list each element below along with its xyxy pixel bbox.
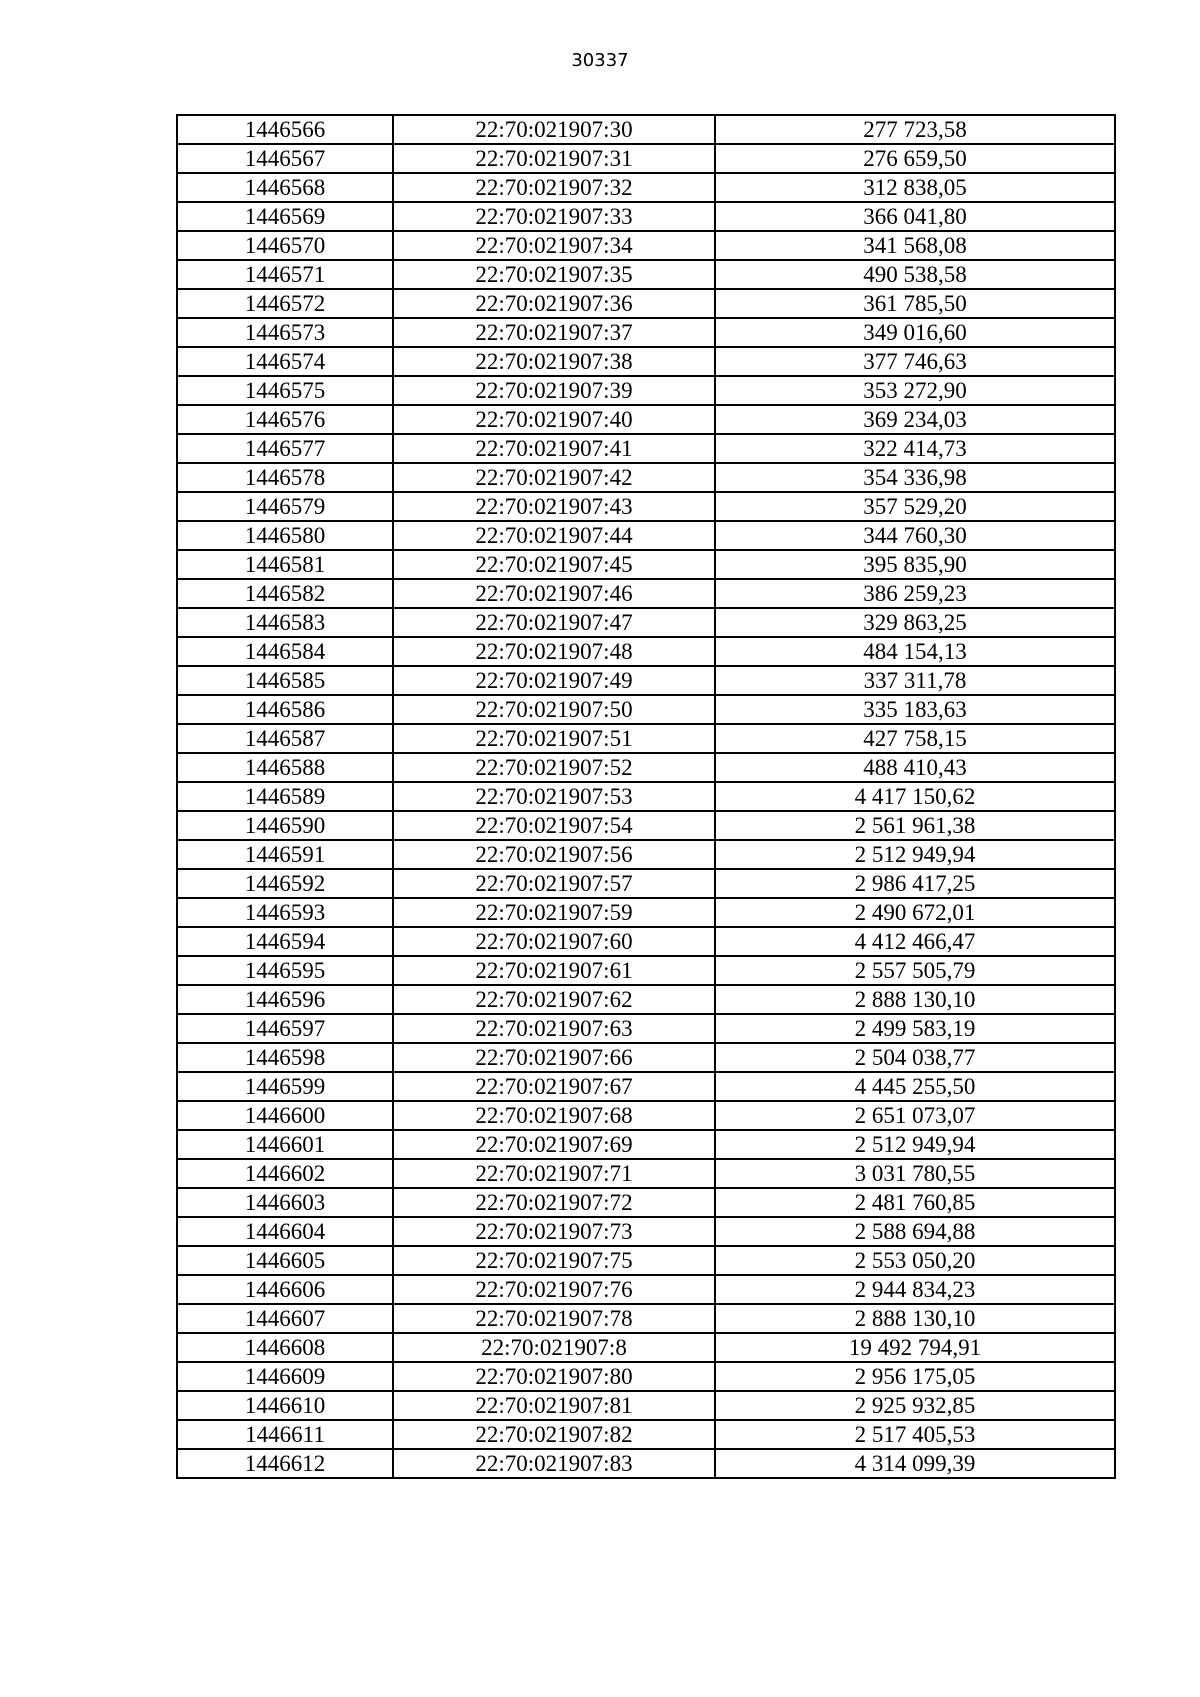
value-cell: 2 888 130,10 (715, 985, 1115, 1014)
record-id-cell: 1446606 (177, 1275, 393, 1304)
table-row (177, 869, 1115, 898)
cadastral-number-cell: 22:70:021907:66 (393, 1043, 715, 1072)
record-id-cell: 1446595 (177, 956, 393, 985)
cadastral-number-cell: 22:70:021907:78 (393, 1304, 715, 1333)
record-id-cell: 1446604 (177, 1217, 393, 1246)
cadastral-number-cell: 22:70:021907:33 (393, 202, 715, 231)
cadastral-number-cell: 22:70:021907:76 (393, 1275, 715, 1304)
page-number: 30337 (571, 50, 629, 71)
table-row (177, 840, 1115, 869)
record-id-cell: 1446573 (177, 318, 393, 347)
table-row (177, 376, 1115, 405)
table-row (177, 405, 1115, 434)
table-row (177, 1333, 1115, 1362)
record-id-cell: 1446586 (177, 695, 393, 724)
cadastral-number-cell: 22:70:021907:60 (393, 927, 715, 956)
cadastral-number-cell: 22:70:021907:63 (393, 1014, 715, 1043)
record-id-cell: 1446594 (177, 927, 393, 956)
record-id-cell: 1446596 (177, 985, 393, 1014)
cadastral-number-cell: 22:70:021907:36 (393, 289, 715, 318)
record-id-cell: 1446585 (177, 666, 393, 695)
value-cell: 490 538,58 (715, 260, 1115, 289)
value-cell: 2 588 694,88 (715, 1217, 1115, 1246)
cadastral-number-cell: 22:70:021907:69 (393, 1130, 715, 1159)
table-row (177, 956, 1115, 985)
value-cell: 2 561 961,38 (715, 811, 1115, 840)
value-cell: 488 410,43 (715, 753, 1115, 782)
record-id-cell: 1446612 (177, 1449, 393, 1478)
table-row (177, 260, 1115, 289)
value-cell: 2 490 672,01 (715, 898, 1115, 927)
value-cell: 2 553 050,20 (715, 1246, 1115, 1275)
value-cell: 2 888 130,10 (715, 1304, 1115, 1333)
table-row (177, 782, 1115, 811)
table-row (177, 1304, 1115, 1333)
table-row (177, 666, 1115, 695)
value-cell: 354 336,98 (715, 463, 1115, 492)
table-row (177, 724, 1115, 753)
record-id-cell: 1446572 (177, 289, 393, 318)
value-cell: 2 481 760,85 (715, 1188, 1115, 1217)
record-id-cell: 1446570 (177, 231, 393, 260)
cadastral-number-cell: 22:70:021907:49 (393, 666, 715, 695)
value-cell: 2 944 834,23 (715, 1275, 1115, 1304)
value-cell: 2 517 405,53 (715, 1420, 1115, 1449)
record-id-cell: 1446590 (177, 811, 393, 840)
table-row (177, 1159, 1115, 1188)
record-id-cell: 1446576 (177, 405, 393, 434)
cadastral-number-cell: 22:70:021907:44 (393, 521, 715, 550)
cadastral-number-cell: 22:70:021907:57 (393, 869, 715, 898)
table-row (177, 318, 1115, 347)
value-cell: 312 838,05 (715, 173, 1115, 202)
table-row (177, 347, 1115, 376)
table-row (177, 115, 1115, 144)
table-row (177, 521, 1115, 550)
record-id-cell: 1446609 (177, 1362, 393, 1391)
table-row (177, 637, 1115, 666)
table-row (177, 1449, 1115, 1478)
record-id-cell: 1446608 (177, 1333, 393, 1362)
value-cell: 337 311,78 (715, 666, 1115, 695)
record-id-cell: 1446602 (177, 1159, 393, 1188)
record-id-cell: 1446587 (177, 724, 393, 753)
table-row (177, 1420, 1115, 1449)
value-cell: 329 863,25 (715, 608, 1115, 637)
table-row (177, 1217, 1115, 1246)
value-cell: 361 785,50 (715, 289, 1115, 318)
cadastral-number-cell: 22:70:021907:37 (393, 318, 715, 347)
table-row (177, 1246, 1115, 1275)
record-id-cell: 1446574 (177, 347, 393, 376)
cadastral-number-cell: 22:70:021907:42 (393, 463, 715, 492)
value-cell: 2 504 038,77 (715, 1043, 1115, 1072)
table-row (177, 1362, 1115, 1391)
cadastral-number-cell: 22:70:021907:31 (393, 144, 715, 173)
value-cell: 2 557 505,79 (715, 956, 1115, 985)
record-id-cell: 1446605 (177, 1246, 393, 1275)
record-id-cell: 1446571 (177, 260, 393, 289)
record-id-cell: 1446581 (177, 550, 393, 579)
value-cell: 353 272,90 (715, 376, 1115, 405)
cadastral-number-cell: 22:70:021907:40 (393, 405, 715, 434)
cadastral-number-cell: 22:70:021907:30 (393, 115, 715, 144)
cadastral-number-cell: 22:70:021907:46 (393, 579, 715, 608)
record-id-cell: 1446603 (177, 1188, 393, 1217)
record-id-cell: 1446607 (177, 1304, 393, 1333)
record-id-cell: 1446610 (177, 1391, 393, 1420)
value-cell: 369 234,03 (715, 405, 1115, 434)
value-cell: 4 412 466,47 (715, 927, 1115, 956)
record-id-cell: 1446597 (177, 1014, 393, 1043)
value-cell: 357 529,20 (715, 492, 1115, 521)
table-row (177, 1043, 1115, 1072)
table-row (177, 173, 1115, 202)
cadastral-number-cell: 22:70:021907:54 (393, 811, 715, 840)
table-row (177, 1014, 1115, 1043)
cadastral-number-cell: 22:70:021907:51 (393, 724, 715, 753)
cadastral-number-cell: 22:70:021907:43 (393, 492, 715, 521)
cadastral-number-cell: 22:70:021907:67 (393, 1072, 715, 1101)
table-row (177, 463, 1115, 492)
table-row (177, 579, 1115, 608)
value-cell: 2 986 417,25 (715, 869, 1115, 898)
value-cell: 4 314 099,39 (715, 1449, 1115, 1478)
value-cell: 344 760,30 (715, 521, 1115, 550)
value-cell: 2 651 073,07 (715, 1101, 1115, 1130)
record-id-cell: 1446566 (177, 115, 393, 144)
table-row (177, 289, 1115, 318)
value-cell: 3 031 780,55 (715, 1159, 1115, 1188)
value-cell: 277 723,58 (715, 115, 1115, 144)
table-row (177, 753, 1115, 782)
table-row (177, 202, 1115, 231)
cadastral-number-cell: 22:70:021907:72 (393, 1188, 715, 1217)
cadastral-number-cell: 22:70:021907:71 (393, 1159, 715, 1188)
value-cell: 386 259,23 (715, 579, 1115, 608)
cadastral-number-cell: 22:70:021907:62 (393, 985, 715, 1014)
record-id-cell: 1446569 (177, 202, 393, 231)
record-id-cell: 1446580 (177, 521, 393, 550)
cadastral-number-cell: 22:70:021907:8 (393, 1333, 715, 1362)
record-id-cell: 1446598 (177, 1043, 393, 1072)
cadastral-number-cell: 22:70:021907:83 (393, 1449, 715, 1478)
value-cell: 2 512 949,94 (715, 1130, 1115, 1159)
value-cell: 366 041,80 (715, 202, 1115, 231)
value-cell: 484 154,13 (715, 637, 1115, 666)
cadastral-number-cell: 22:70:021907:73 (393, 1217, 715, 1246)
table-row (177, 898, 1115, 927)
table-row (177, 492, 1115, 521)
value-cell: 341 568,08 (715, 231, 1115, 260)
record-id-cell: 1446578 (177, 463, 393, 492)
record-id-cell: 1446611 (177, 1420, 393, 1449)
table-row (177, 1130, 1115, 1159)
table-row (177, 927, 1115, 956)
record-id-cell: 1446582 (177, 579, 393, 608)
cadastral-number-cell: 22:70:021907:52 (393, 753, 715, 782)
record-id-cell: 1446577 (177, 434, 393, 463)
record-id-cell: 1446589 (177, 782, 393, 811)
table-row (177, 1275, 1115, 1304)
table-row (177, 695, 1115, 724)
record-id-cell: 1446568 (177, 173, 393, 202)
value-cell: 427 758,15 (715, 724, 1115, 753)
cadastral-number-cell: 22:70:021907:82 (393, 1420, 715, 1449)
record-id-cell: 1446583 (177, 608, 393, 637)
table-row (177, 608, 1115, 637)
cadastral-number-cell: 22:70:021907:41 (393, 434, 715, 463)
value-cell: 377 746,63 (715, 347, 1115, 376)
record-id-cell: 1446600 (177, 1101, 393, 1130)
value-cell: 4 445 255,50 (715, 1072, 1115, 1101)
value-cell: 2 956 175,05 (715, 1362, 1115, 1391)
table-row (177, 1391, 1115, 1420)
table-row (177, 144, 1115, 173)
value-cell: 2 925 932,85 (715, 1391, 1115, 1420)
table-row (177, 1188, 1115, 1217)
record-id-cell: 1446599 (177, 1072, 393, 1101)
record-id-cell: 1446575 (177, 376, 393, 405)
value-cell: 322 414,73 (715, 434, 1115, 463)
cadastral-number-cell: 22:70:021907:47 (393, 608, 715, 637)
cadastral-number-cell: 22:70:021907:56 (393, 840, 715, 869)
cadastral-number-cell: 22:70:021907:32 (393, 173, 715, 202)
cadastral-number-cell: 22:70:021907:45 (393, 550, 715, 579)
cadastral-number-cell: 22:70:021907:61 (393, 956, 715, 985)
value-cell: 19 492 794,91 (715, 1333, 1115, 1362)
value-cell: 2 512 949,94 (715, 840, 1115, 869)
value-cell: 335 183,63 (715, 695, 1115, 724)
record-id-cell: 1446588 (177, 753, 393, 782)
cadastral-number-cell: 22:70:021907:68 (393, 1101, 715, 1130)
table-row (177, 811, 1115, 840)
table-row (177, 1072, 1115, 1101)
cadastral-number-cell: 22:70:021907:39 (393, 376, 715, 405)
table-row (177, 434, 1115, 463)
record-id-cell: 1446593 (177, 898, 393, 927)
record-id-cell: 1446579 (177, 492, 393, 521)
table-row (177, 985, 1115, 1014)
cadastral-number-cell: 22:70:021907:53 (393, 782, 715, 811)
value-cell: 276 659,50 (715, 144, 1115, 173)
value-cell: 4 417 150,62 (715, 782, 1115, 811)
cadastral-number-cell: 22:70:021907:48 (393, 637, 715, 666)
cadastral-number-cell: 22:70:021907:81 (393, 1391, 715, 1420)
record-id-cell: 1446592 (177, 869, 393, 898)
cadastral-number-cell: 22:70:021907:75 (393, 1246, 715, 1275)
value-cell: 395 835,90 (715, 550, 1115, 579)
value-cell: 349 016,60 (715, 318, 1115, 347)
table-row (177, 550, 1115, 579)
record-id-cell: 1446591 (177, 840, 393, 869)
data-table (176, 114, 1116, 1479)
cadastral-number-cell: 22:70:021907:50 (393, 695, 715, 724)
value-cell: 2 499 583,19 (715, 1014, 1115, 1043)
record-id-cell: 1446584 (177, 637, 393, 666)
record-id-cell: 1446601 (177, 1130, 393, 1159)
cadastral-number-cell: 22:70:021907:34 (393, 231, 715, 260)
table-body (177, 115, 1115, 1478)
cadastral-number-cell: 22:70:021907:80 (393, 1362, 715, 1391)
table-row (177, 231, 1115, 260)
record-id-cell: 1446567 (177, 144, 393, 173)
cadastral-number-cell: 22:70:021907:35 (393, 260, 715, 289)
cadastral-number-cell: 22:70:021907:59 (393, 898, 715, 927)
cadastral-number-cell: 22:70:021907:38 (393, 347, 715, 376)
table-row (177, 1101, 1115, 1130)
